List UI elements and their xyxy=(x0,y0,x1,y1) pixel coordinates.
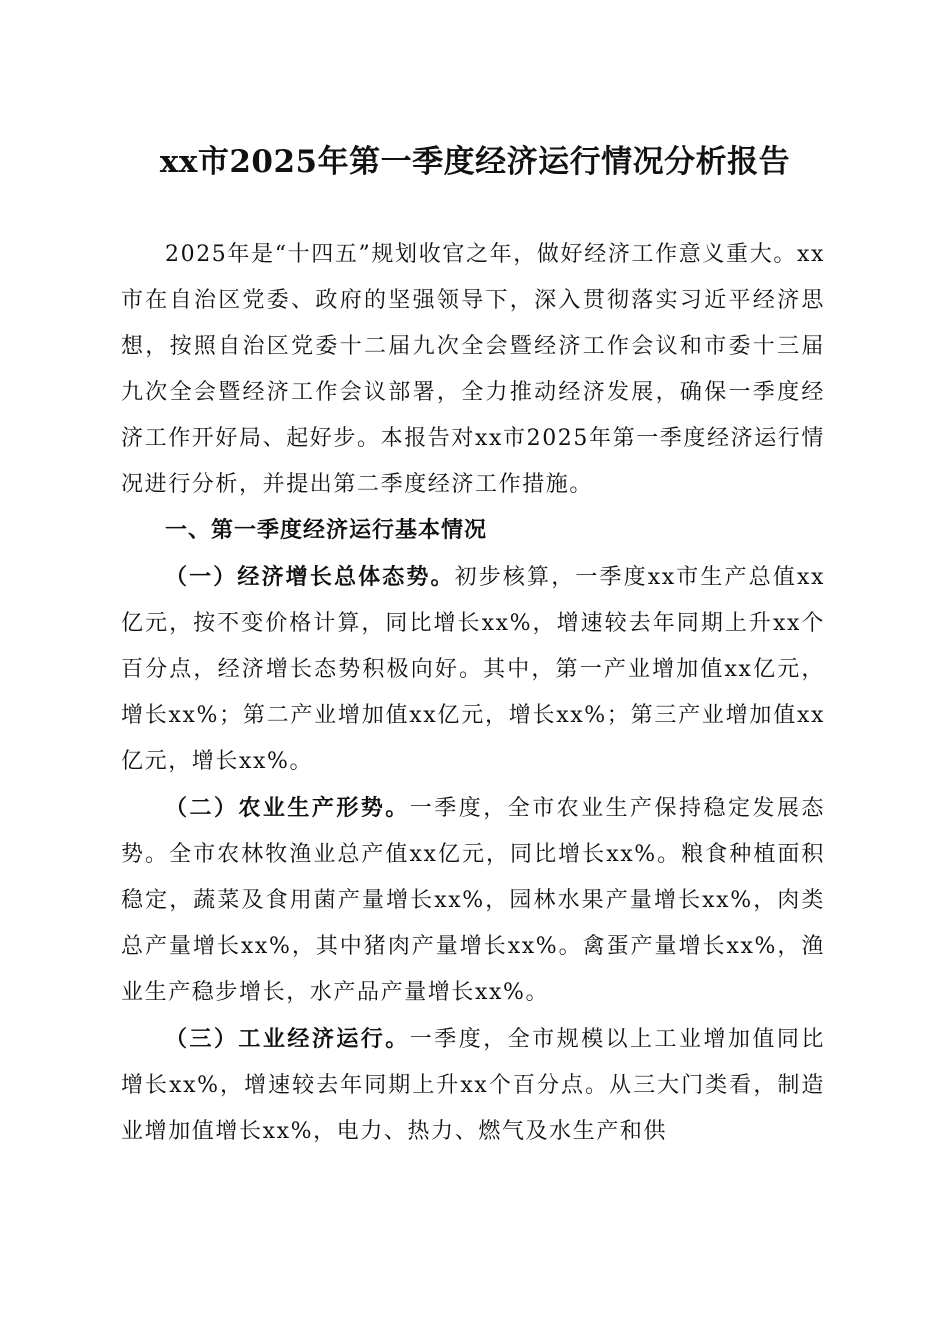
subheading-agriculture: （二）农业生产形势。 xyxy=(165,795,410,821)
subheading-economic-growth: （一）经济增长总体态势。 xyxy=(165,564,455,590)
paragraph-agriculture xyxy=(121,785,825,1016)
agriculture-text: 一季度，全市农业生产保持稳定发展态势。全市农林牧渔业总产值xx亿元，同比增长xx%。粮食种植面积稳定，蔬菜及食用菌产量增长xx%，园林水果产量增长xx%，肉类总产量增长xx%，其中猪肉产量增长xx%。禽蛋产量增长xx%，渔业生产稳步增长，水产品产量增长xx%。 xyxy=(121,796,825,1005)
paragraph-industry xyxy=(121,1016,825,1155)
paragraph-economic-growth xyxy=(121,554,825,785)
economic-growth-text: 初步核算，一季度xx市生产总值xx亿元，按不变价格计算，同比增长xx%，增速较去年同期上升xx个百分点，经济增长态势积极向好。其中，第一产业增加值xx亿元，增长xx%；第二产业增加值xx亿元，增长xx%；第三产业增加值xx亿元，增长xx%。 xyxy=(121,565,825,774)
industry-text: 一季度，全市规模以上工业增加值同比增长xx%，增速较去年同期上升xx个百分点。从三大门类看，制造业增加值增长xx%，电力、热力、燃气及水生产和供 xyxy=(121,1027,825,1144)
intro-paragraph: 2025年是“十四五”规划收官之年，做好经济工作意义重大。xx市在自治区党委、政府的坚强领导下，深入贯彻落实习近平经济思想，按照自治区党委十二届九次全会暨经济工作会议和市委十三届九次全会暨经济工作会议部署，全力推动经济发展，确保一季度经济工作开好局、起好步。本报告对xx市2025年第一季度经济运行情况进行分析，并提出第二季度经济工作措施。 xyxy=(121,242,826,497)
section-heading-basic-situation: 一、第一季度经济运行基本情况 xyxy=(165,518,488,543)
document-title: xx市2025年第一季度经济运行情况分析报告 xyxy=(159,144,791,180)
document-body xyxy=(121,232,825,1155)
subheading-industry: （三）工业经济运行。 xyxy=(165,1026,410,1052)
